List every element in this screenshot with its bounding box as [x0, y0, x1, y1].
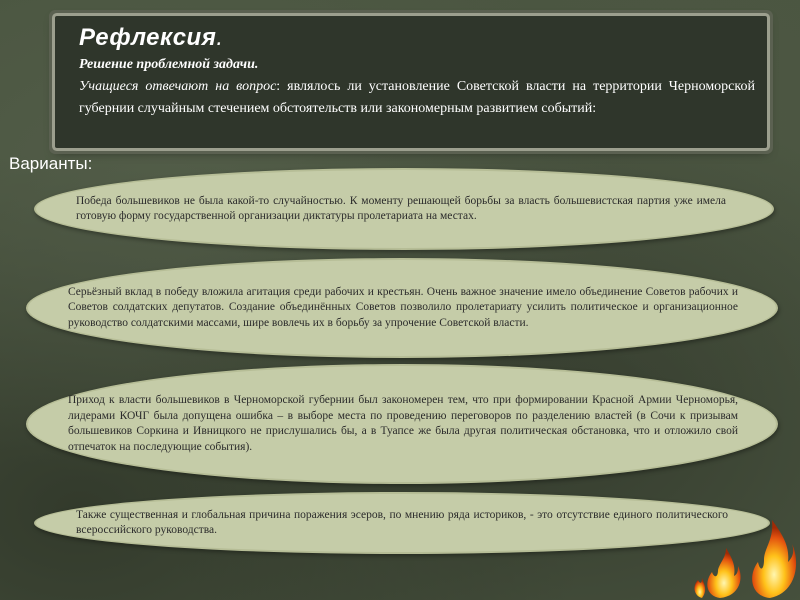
flame-icon: [690, 500, 800, 600]
title-dot: .: [216, 24, 224, 51]
page-title: [79, 24, 755, 52]
question: [79, 76, 755, 120]
title-text: Рефлексия: [79, 24, 217, 51]
option-2: [26, 258, 778, 358]
option-1: [34, 168, 774, 250]
question-lead: Учащиеся отвечают на вопрос: [79, 79, 277, 94]
option-3: [26, 364, 778, 484]
subtitle: Решение проблемной задачи.: [79, 57, 259, 72]
option-4: [34, 492, 770, 554]
variants-label: Варианты:: [9, 154, 93, 173]
option-3-text: Приход к власти большевиков в Черноморской губернии был закономерен тем, что при формировании Красной Армии Черноморья, лидерами КОЧГ была допущена ошибка – в выборе места по проведению переговоров по разделению властей (в Сочи к призывам большевиков Соркина и Ивницкого не прислушались бы, а в Туапсе же была другая политическая обстановка, что и отложило свой отпечаток на последующие события).: [68, 394, 738, 453]
option-1-text: Победа большевиков не была какой-то случайностью. К моменту решающей борьбы за власть большевистская партия уже имела готовую форму государственной организации диктатуры пролетариата на местах.: [76, 194, 726, 222]
option-2-text: Серьёзный вклад в победу вложила агитация среди рабочих и крестьян. Очень важное значение имело объединение Советов рабочих и Советов солдатских депутатов. Создание объединённых Советов позволило пролетариату усилить политическое и организационное руководство солдатскими массами, шире вовлечь их в борьбу за упрочение Советской власти.: [68, 285, 738, 329]
question-text: : являлось ли установление Советской власти на территории Черноморской губернии случайным стечением обстоятельств или закономерным развитием событий:: [79, 79, 755, 116]
header-panel: [55, 16, 767, 148]
option-4-text: Также существенная и глобальная причина поражения эсеров, по мнению ряда историков, - это отсутствие единого политического всероссийского руководства.: [76, 508, 728, 536]
